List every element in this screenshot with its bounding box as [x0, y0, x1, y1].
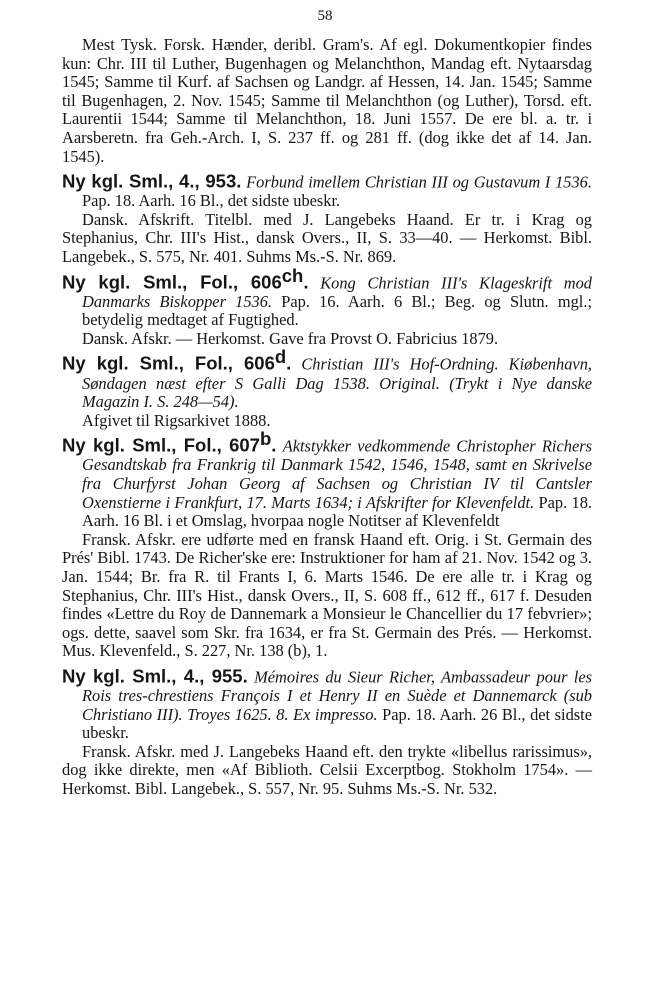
entry-physical-description: Pap. 16. Aarh. 6 Bl.; Beg. og Slutn. mgl.; betydelig medtaget af Fugtighed. [82, 291, 592, 330]
entry-title: Christian III's Hof-Ordning. Kiøbenhavn, Søndagen næst efter S Galli Dag 1538. Original. (Trykt i Nye danske Magazin I. S. 248—54). [82, 354, 592, 412]
page-number: 58 [317, 8, 333, 24]
catalog-entry: Ny kgl. Sml., Fol., 606$^d$. Christian III's Hof-Ordning. Kiøbenhavn, Søndagen næst efter S Galli Dag 1538. Original. (Trykt i Nye danske Magazin I. S. 248—54). [62, 346, 592, 412]
description-paragraph: Fransk. Afskr. ere udførte med en fransk Haand eft. Orig. i St. Germain des Prés' Bibl. 1743. De Richer'ske ere: Instruktioner for ham af 21. Nov. 1542 og 3. Jan. 1544; Br. fra R. til Frants I, 6. Marts 1546. De ere alle tr. i Krag og Stephanius, Chr. III's Hist., dansk Overs., II, S. 608 ff., 612 ff., 617 f. Desuden findes «Lettre du Roy de Dannemark a Monsieur le Chancellier du 17 febvrier»; ogs. dette, saavel som Skr. fra 1634, er fra St. Germain des Prés. — Herkomst. Mus. Klevenfeld., S. 227, Nr. 138 (b), 1. [62, 529, 592, 661]
description-paragraph: Mest Tysk. Forsk. Hænder, deribl. Gram's. Af egl. Dokumentkopier findes kun: Chr. III til Luther, Bugenhagen og Melanchthon, Mandag eft. Nytaarsdag 1545; Samme til Kurf. af Sachsen og Landgr. af Hessen, 14. Jan. 1545; Samme til Bugenhagen, 2. Nov. 1545; Samme til Melanchthon (og Luther), Torsd. eft. Laurentii 1544; Samme til Melanchthon, 18. Juni 1557. De ere bl. a. tr. i Aarsberetn. fra Geh.-Arch. I, S. 237 ff. og 281 ff. (dog ikke det af 14. Jan. 1545). [62, 35, 592, 166]
catalog-text [62, 36, 592, 799]
shelfmark-suffix: b [259, 428, 272, 450]
shelfmark-suffix: d [274, 346, 287, 368]
shelfmark: Ny kgl. Sml., Fol., 606 [62, 352, 275, 374]
entry-physical-description: Pap. 18. Aarh. 26 Bl., det sidste ubeskr. [82, 704, 592, 743]
catalog-entry: Ny kgl. Sml., Fol., $606^{ch}$. Kong Christian III's Klageskrift mod Danmarks Biskopper 1536. Pap. 16. Aarh. 6 Bl.; Beg. og Slutn. mgl.; betydelig medtaget af Fugtighed. [62, 264, 592, 330]
entry-title: Aktstykker vedkommende Christopher Richers Gesandtskab fra Frankrig til Danmark 1542, 1546, 1548, samt en Skrivelse fra Churfyrst Johan Georg af Sachsen og Christian IV til Cantsler Oxenstierne i Frankfurt, 17. Marts 1634; i Afskrifter for Klevenfeldt. [82, 436, 592, 512]
shelfmark: Ny kgl. Sml., 4., 953. [62, 170, 242, 192]
description-paragraph: Dansk. Afskr. — Herkomst. Gave fra Provst O. Fabricius 1879. [82, 328, 499, 348]
entry-title: Forbund imellem Christian III og Gustavum I 1536. [246, 172, 592, 192]
shelfmark: Ny kgl. Sml., Fol., 607 [62, 434, 260, 456]
catalog-entry [62, 661, 592, 743]
catalog-entry [62, 166, 592, 211]
catalog-entry: Ny kgl. Sml., Fol., 607$^b$. Aktstykker vedkommende Christopher Richers Gesandtskab fra Frankrig til Danmark 1542, 1546, 1548, samt en Skrivelse fra Churfyrst Johan Georg af Sachsen og Christian IV til Cantsler Oxenstierne i Frankfurt, 17. Marts 1634; i Afskrifter for Klevenfeldt. Pap. 18. Aarh. 16 Bl. i et Omslag, hvorpaa nogle Notitser af Klevenfeldt [62, 428, 592, 531]
shelfmark: Ny kgl. Sml., 4., 955. [62, 665, 248, 687]
description-paragraph: Afgivet til Rigsarkivet 1888. [82, 410, 271, 430]
entry-physical-description: Pap. 18. Aarh. 16 Bl., det sidste ubeskr. [82, 191, 341, 211]
entry-title: Kong Christian III's Klageskrift mod Danmarks Biskopper 1536. [82, 273, 592, 311]
description-paragraph: Fransk. Afskr. med J. Langebeks Haand eft. den trykte «libellus rarissimus», dog ikke direkte, men «Af Biblioth. Celsii Excerptbog. Stokholm 1754». — Herkomst. Bibl. Langebek., S. 557, Nr. 95. Suhms Ms.-S. Nr. 532. [62, 741, 592, 798]
shelfmark: Ny kgl. Sml., Fol., 606 [62, 271, 282, 293]
entry-title: Mémoires du Sieur Richer, Ambassadeur pour les Rois tres-chrestiens François I et Henry II en Suède et Dannemarck (sub Christiano III). Troyes 1625. 8. Ex impresso. [82, 667, 592, 724]
shelfmark-suffix: ch [281, 264, 304, 286]
entry-physical-description: Pap. 18. Aarh. 16 Bl. i et Omslag, hvorpaa nogle Notitser af Klevenfeldt [82, 492, 592, 531]
description-paragraph: Dansk. Afskrift. Titelbl. med J. Langebeks Haand. Er tr. i Krag og Stephanius, Chr. III's Hist., dansk Overs., II, S. 33—40. — Herkomst. Bibl. Langebek., S. 575, Nr. 401. Suhms Ms.-S. Nr. 869. [62, 209, 592, 266]
